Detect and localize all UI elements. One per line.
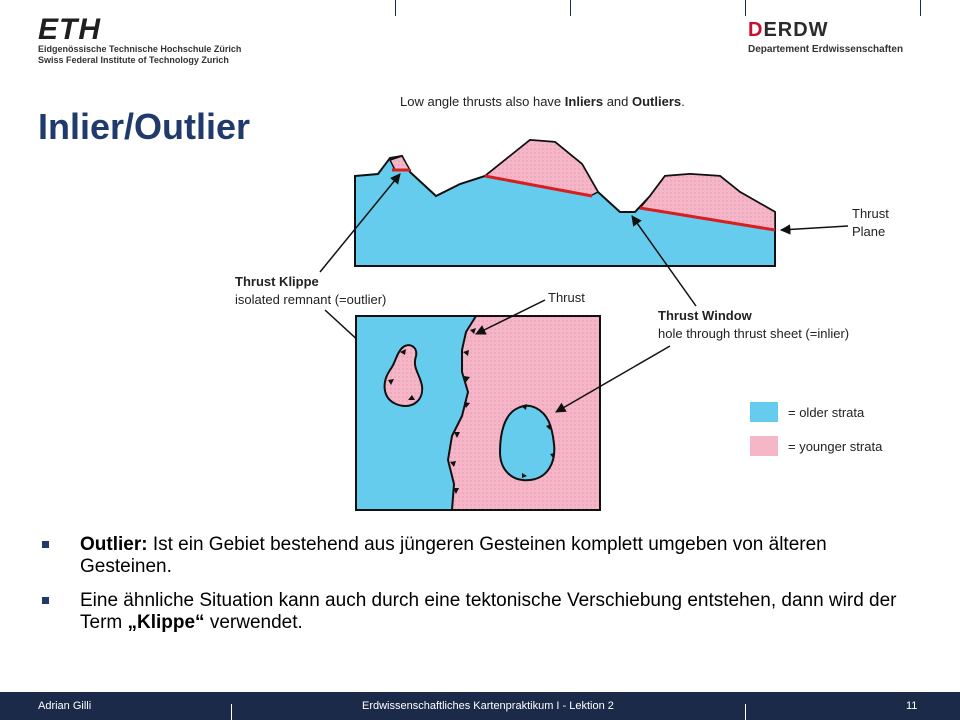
pointer-thrust-plane bbox=[781, 226, 848, 230]
footer-separator bbox=[231, 704, 232, 720]
header-rule bbox=[570, 0, 571, 16]
department-logo-accent: D bbox=[748, 19, 764, 41]
figure-caption-part: and bbox=[603, 94, 632, 109]
label-window-sub: hole through thrust sheet (=inlier) bbox=[658, 326, 850, 341]
footer-author: Adrian Gilli bbox=[38, 700, 92, 712]
department-logo-rest: ERDW bbox=[763, 19, 829, 41]
bullet-emphasis: „Klippe“ bbox=[127, 612, 205, 633]
bullet-list bbox=[40, 534, 920, 646]
label-thrust-plane bbox=[852, 206, 889, 221]
footer-page-number: 11 bbox=[906, 700, 918, 712]
legend-swatch-older bbox=[750, 402, 778, 422]
department-logo-word bbox=[748, 18, 903, 42]
eth-logo-line2: Swiss Federal Institute of Technology Zurich bbox=[38, 55, 229, 65]
header-rule bbox=[920, 0, 921, 16]
figure-caption-outliers: Outliers bbox=[632, 94, 682, 109]
bullet-marker-icon bbox=[42, 597, 49, 604]
bullet-item bbox=[40, 534, 920, 578]
label-thrust-plane-line1: Thrust bbox=[852, 206, 889, 221]
footer-separator bbox=[745, 704, 746, 720]
slide-title: Inlier/Outlier bbox=[38, 106, 251, 147]
bullet-marker-icon bbox=[42, 541, 49, 548]
label-window-title: Thrust Window bbox=[658, 308, 752, 323]
legend-swatch-younger bbox=[750, 436, 778, 456]
bullet-item bbox=[40, 590, 920, 634]
header-rule bbox=[395, 0, 396, 16]
label-thrust-plane bbox=[852, 224, 885, 239]
map-window-inlier bbox=[500, 406, 554, 480]
header-rule bbox=[745, 0, 746, 16]
department-logo bbox=[748, 18, 903, 55]
label-klippe-title: Thrust Klippe bbox=[235, 274, 319, 289]
label-klippe-sub: isolated remnant (=outlier) bbox=[235, 292, 387, 307]
eth-logo-word: ETH bbox=[38, 13, 101, 46]
legend-label-younger: = younger strata bbox=[788, 439, 883, 454]
figure-caption-part: Low angle thrusts also have bbox=[400, 94, 565, 109]
bullet-text: Ist ein Gebiet bestehend aus jüngeren Gesteinen komplett umgeben von älteren Gesteinen. bbox=[80, 534, 827, 577]
eth-logo-line1: Eidgenössische Technische Hochschule Zürich bbox=[38, 44, 242, 54]
label-thrust-plane-line2: Plane bbox=[852, 224, 886, 239]
footer-course: Erdwissenschaftliches Kartenpraktikum I - Lektion 2 bbox=[362, 700, 614, 712]
legend-label-older: = older strata bbox=[788, 405, 865, 420]
department-name: Departement Erdwissenschaften bbox=[748, 44, 904, 55]
label-thrust: Thrust bbox=[548, 290, 585, 305]
bullet-lead: Outlier: bbox=[80, 534, 148, 555]
slide-footer bbox=[0, 692, 960, 720]
bullet-text: verwendet. bbox=[204, 612, 303, 633]
figure-caption bbox=[400, 94, 685, 109]
figure-caption-part: . bbox=[681, 94, 685, 109]
bullet-text: Eine ähnliche Situation kann auch durch eine tektonische Verschiebung entstehen, dann wird der Term bbox=[80, 590, 897, 633]
figure-caption-inliers: Inliers bbox=[564, 94, 604, 109]
thrust-diagram bbox=[230, 84, 920, 514]
eth-logo bbox=[38, 13, 242, 66]
